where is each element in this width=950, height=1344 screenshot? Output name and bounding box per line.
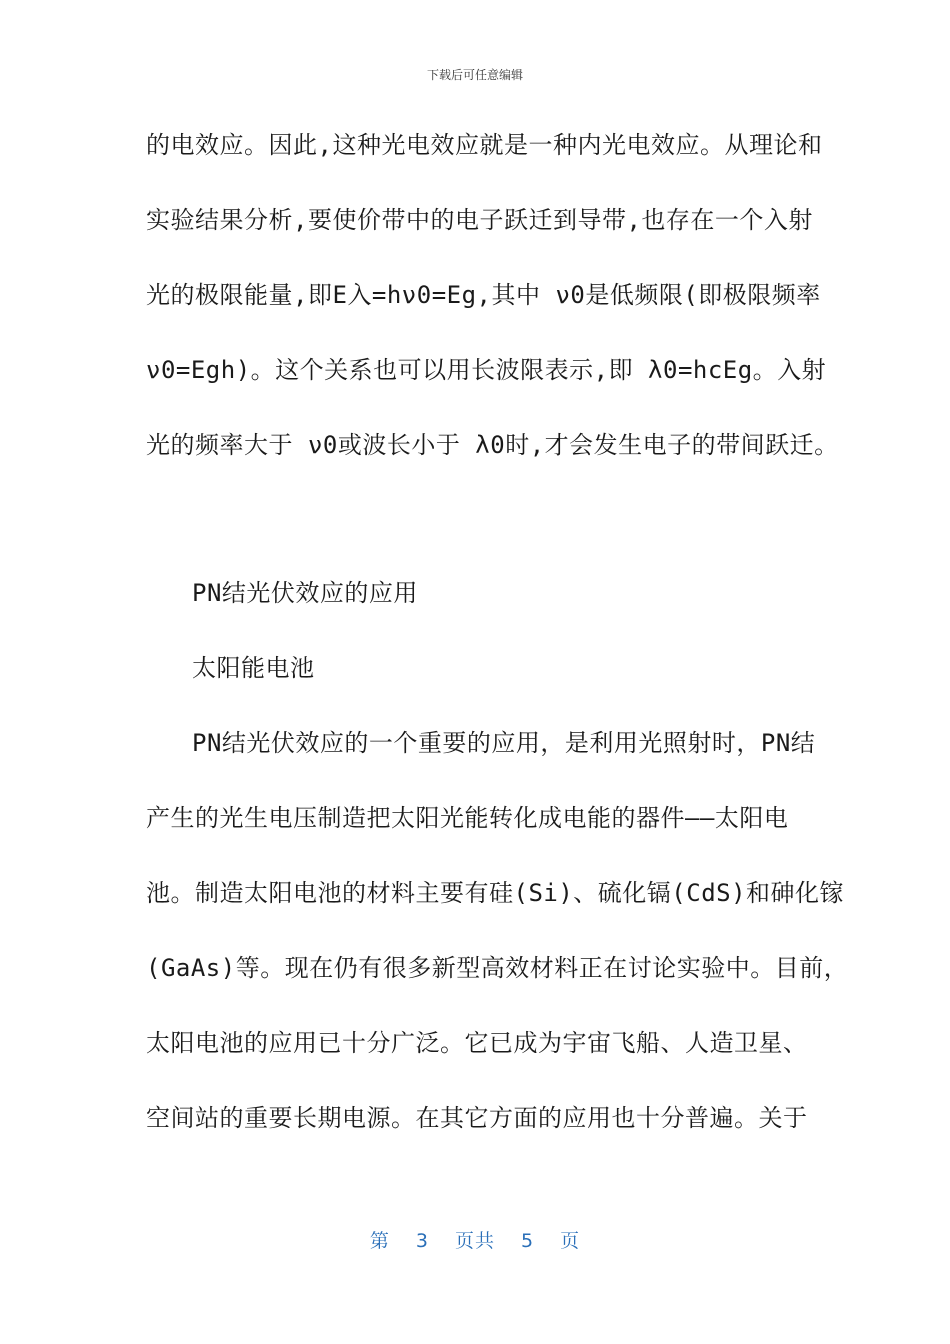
body-line-1: 的电效应。因此,这种光电效应就是一种内光电效应。从理论和: [146, 131, 823, 159]
footer-prefix: 第: [369, 1230, 390, 1252]
header-note: 下载后可任意编辑: [426, 68, 523, 82]
para2-line-5: 太阳电池的应用已十分广泛。它已成为宇宙飞船、人造卫星、: [146, 1029, 808, 1057]
footer-suffix: 页: [560, 1230, 581, 1252]
body-line-4: ν0=Egh)。这个关系也可以用长波限表示,即 λ0=hcEg。入射: [146, 356, 827, 384]
page-footer: [0, 1226, 950, 1253]
footer-middle: 页共: [454, 1230, 495, 1252]
footer-page-number: 3: [415, 1230, 429, 1252]
para2-line-1: PN结光伏效应的一个重要的应用，是利用光照射时，PN结: [192, 729, 816, 757]
subsection-heading: 太阳能电池: [192, 654, 315, 682]
para2-line-6: 空间站的重要长期电源。在其它方面的应用也十分普遍。关于: [146, 1104, 808, 1132]
para2-line-3: 池。制造太阳电池的材料主要有硅(Si)、硫化镉(CdS)和砷化镓: [146, 879, 845, 907]
body-line-2: 实验结果分析,要使价带中的电子跃迁到导带,也存在一个入射: [146, 206, 813, 234]
footer-total-pages: 5: [521, 1230, 535, 1252]
body-line-3: 光的极限能量,即E入=hν0=Eg,其中 ν0是低频限(即极限频率: [146, 281, 821, 309]
section-heading: PN结光伏效应的应用: [192, 579, 418, 607]
para2-line-4: (GaAs)等。现在仍有很多新型高效材料正在讨论实验中。目前，: [146, 954, 849, 982]
body-line-5: 光的频率大于 ν0或波长小于 λ0时,才会发生电子的带间跃迁。: [146, 431, 839, 459]
para2-line-2: 产生的光生电压制造把太阳光能转化成电能的器件——太阳电: [146, 804, 789, 832]
